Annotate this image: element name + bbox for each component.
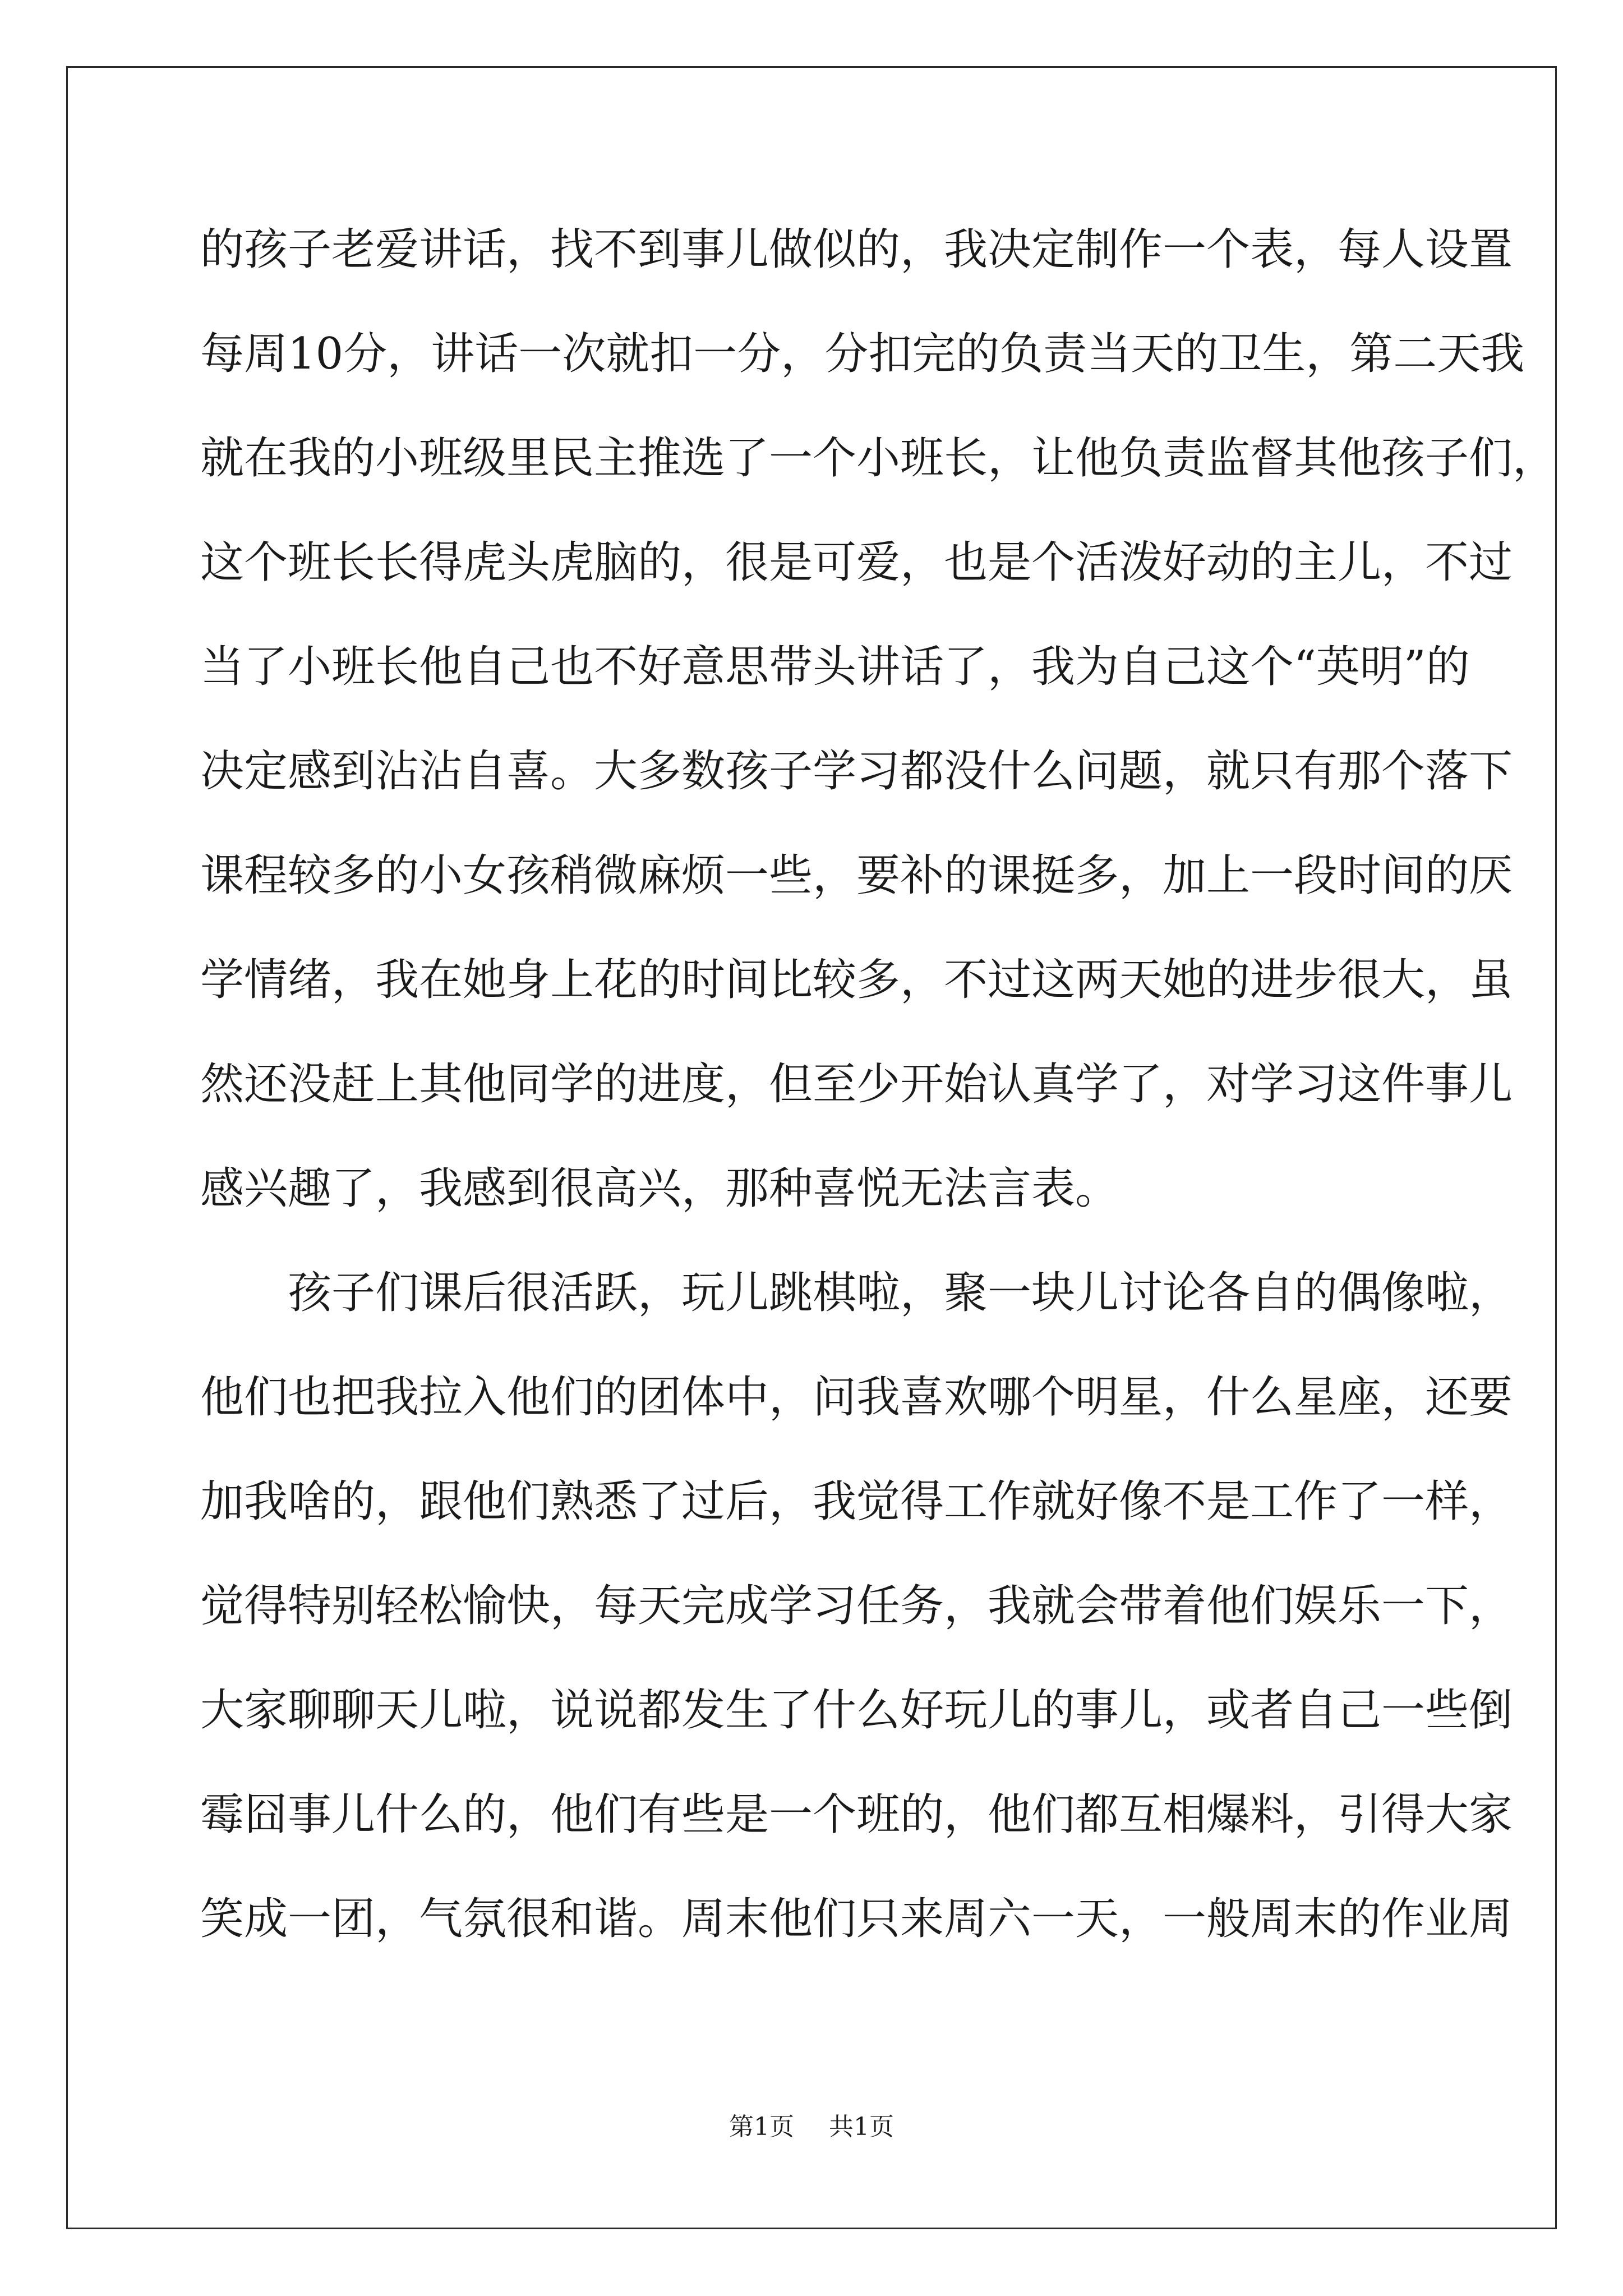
text-line: 每周10分，讲话一次就扣一分，分扣完的负责当天的卫生，第二天我 [200,329,1525,379]
text-line: 笑成一团，气氛很和谐。周末他们只来周六一天，一般周末的作业周 [200,1894,1513,1944]
text-line: 课程较多的小女孩稍微麻烦一些，要补的课挺多，加上一段时间的厌 [200,850,1513,901]
text-line: 这个班长长得虎头虎脑的，很是可爱，也是个活泼好动的主儿，不过 [200,537,1513,588]
paragraph-start-line: 孩子们课后很活跃，玩儿跳棋啦，聚一块儿讨论各自的偶像啦， [288,1268,1513,1318]
text-line: 然还没赶上其他同学的进度，但至少开始认真学了，对学习这件事儿 [200,1059,1513,1110]
text-line: 大家聊聊天儿啦，说说都发生了什么好玩儿的事儿，或者自己一些倒 [200,1685,1513,1736]
page-number-total: 共1页 [829,2113,894,2141]
page-footer [0,2106,1623,2142]
text-line: 就在我的小班级里民主推选了一个小班长，让他负责监督其他孩子们， [200,433,1557,484]
document-body [200,208,1557,1981]
text-line: 学情绪，我在她身上花的时间比较多，不过这两天她的进步很大，虽 [200,955,1513,1005]
text-line: 感兴趣了，我感到很高兴，那种喜悦无法言表。 [200,1163,1119,1214]
text-line: 当了小班长他自己也不好意思带头讲话了，我为自己这个“英明”的 [200,642,1470,692]
text-line: 的孩子老爱讲话，找不到事儿做似的，我决定制作一个表，每人设置 [200,224,1513,275]
text-line: 觉得特别轻松愉快，每天完成学习任务，我就会带着他们娱乐一下， [200,1581,1513,1631]
text-line: 他们也把我拉入他们的团体中，问我喜欢哪个明星，什么星座，还要 [200,1372,1513,1423]
text-line: 决定感到沾沾自喜。大多数孩子学习都没什么问题，就只有那个落下 [200,746,1513,797]
text-line: 加我啥的，跟他们熟悉了过后，我觉得工作就好像不是工作了一样， [200,1476,1513,1527]
page-number-current: 第1页 [729,2113,794,2141]
text-line: 霉囧事儿什么的，他们有些是一个班的，他们都互相爆料，引得大家 [200,1789,1513,1840]
